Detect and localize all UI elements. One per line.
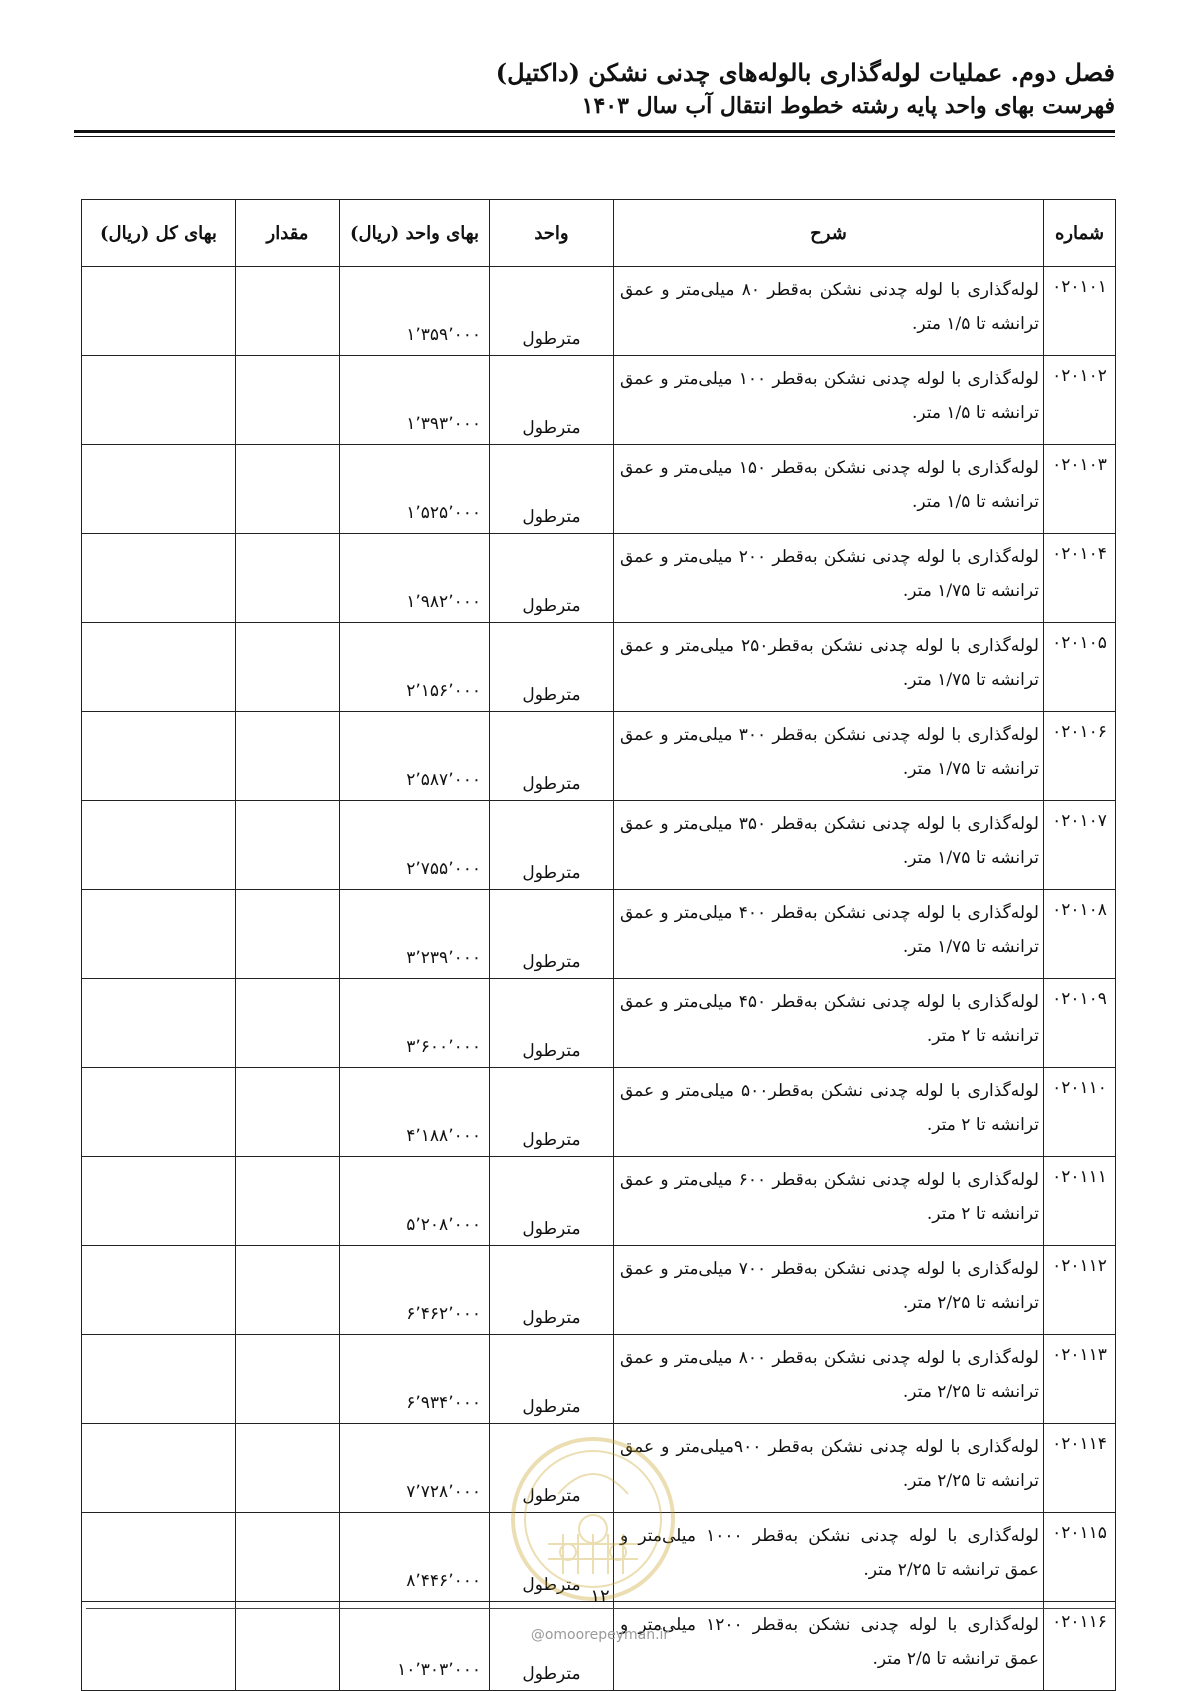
- table-row: [82, 979, 1116, 1068]
- item-unit: مترطول: [490, 1246, 614, 1335]
- item-total: [82, 1246, 236, 1335]
- item-description: لوله‌گذاری با لوله چدنی نشکن به‌قطر ۱۰۰۰ میلی‌متر و عمق ترانشه تا ۲/۲۵ متر.: [614, 1513, 1044, 1602]
- footer-rule: [86, 1608, 1115, 1609]
- header-rule-thin: [74, 136, 1115, 137]
- item-unit-price: ۲٬۷۵۵٬۰۰۰: [340, 801, 490, 890]
- item-description: لوله‌گذاری با لوله چدنی نشکن به‌قطر ۴۰۰ میلی‌متر و عمق ترانشه تا ۱/۷۵ متر.: [614, 890, 1044, 979]
- item-unit-price: ۱٬۹۸۲٬۰۰۰: [340, 534, 490, 623]
- item-description: لوله‌گذاری با لوله چدنی نشکن به‌قطر ۶۰۰ میلی‌متر و عمق ترانشه تا ۲ متر.: [614, 1157, 1044, 1246]
- item-description: لوله‌گذاری با لوله چدنی نشکن به‌قطر ۳۰۰ میلی‌متر و عمق ترانشه تا ۱/۷۵ متر.: [614, 712, 1044, 801]
- item-unit: مترطول: [490, 534, 614, 623]
- item-total: [82, 1602, 236, 1691]
- item-quantity: [236, 890, 340, 979]
- item-unit-price: ۲٬۵۸۷٬۰۰۰: [340, 712, 490, 801]
- item-description: لوله‌گذاری با لوله چدنی نشکن به‌قطر ۳۵۰ میلی‌متر و عمق ترانشه تا ۱/۷۵ متر.: [614, 801, 1044, 890]
- item-code: ۰۲۰۱۱۵: [1044, 1513, 1116, 1602]
- header-code: شماره: [1044, 200, 1116, 267]
- item-quantity: [236, 712, 340, 801]
- item-quantity: [236, 445, 340, 534]
- item-unit-price: ۳٬۶۰۰٬۰۰۰: [340, 979, 490, 1068]
- table-row: [82, 1246, 1116, 1335]
- table-row: [82, 534, 1116, 623]
- header-quantity: مقدار: [236, 200, 340, 267]
- item-code: ۰۲۰۱۱۱: [1044, 1157, 1116, 1246]
- item-unit-price: ۱۰٬۳۰۳٬۰۰۰: [340, 1602, 490, 1691]
- item-code: ۰۲۰۱۰۴: [1044, 534, 1116, 623]
- item-code: ۰۲۰۱۰۱: [1044, 267, 1116, 356]
- item-quantity: [236, 801, 340, 890]
- item-unit: مترطول: [490, 890, 614, 979]
- item-unit: مترطول: [490, 267, 614, 356]
- item-description: لوله‌گذاری با لوله چدنی نشکن به‌قطر۵۰۰ میلی‌متر و عمق ترانشه تا ۲ متر.: [614, 1068, 1044, 1157]
- item-code: ۰۲۰۱۰۹: [1044, 979, 1116, 1068]
- item-unit: مترطول: [490, 1157, 614, 1246]
- item-total: [82, 712, 236, 801]
- item-total: [82, 1157, 236, 1246]
- item-unit: مترطول: [490, 1335, 614, 1424]
- item-unit-price: ۶٬۹۳۴٬۰۰۰: [340, 1335, 490, 1424]
- table-row: [82, 890, 1116, 979]
- item-unit: مترطول: [490, 445, 614, 534]
- item-unit: مترطول: [490, 356, 614, 445]
- header-unit: واحد: [490, 200, 614, 267]
- item-code: ۰۲۰۱۱۲: [1044, 1246, 1116, 1335]
- item-unit-price: ۸٬۴۴۶٬۰۰۰: [340, 1513, 490, 1602]
- item-description: لوله‌گذاری با لوله چدنی نشکن به‌قطر ۱۵۰ میلی‌متر و عمق ترانشه تا ۱/۵ متر.: [614, 445, 1044, 534]
- table-header-row: [82, 200, 1116, 267]
- item-quantity: [236, 1157, 340, 1246]
- item-quantity: [236, 534, 340, 623]
- item-total: [82, 1513, 236, 1602]
- header-description: شرح: [614, 200, 1044, 267]
- item-description: لوله‌گذاری با لوله چدنی نشکن به‌قطر ۴۵۰ میلی‌متر و عمق ترانشه تا ۲ متر.: [614, 979, 1044, 1068]
- item-unit: مترطول: [490, 623, 614, 712]
- header-unit-price: بهای واحد (ریال): [340, 200, 490, 267]
- item-unit: مترطول: [490, 1424, 614, 1513]
- item-description: لوله‌گذاری با لوله چدنی نشکن به‌قطر ۸۰۰ میلی‌متر و عمق ترانشه تا ۲/۲۵ متر.: [614, 1335, 1044, 1424]
- table-row: [82, 445, 1116, 534]
- item-code: ۰۲۰۱۰۲: [1044, 356, 1116, 445]
- item-total: [82, 356, 236, 445]
- item-code: ۰۲۰۱۱۴: [1044, 1424, 1116, 1513]
- table-row: [82, 623, 1116, 712]
- item-unit: مترطول: [490, 1602, 614, 1691]
- table-row: [82, 1157, 1116, 1246]
- table-row: [82, 1602, 1116, 1691]
- item-description: لوله‌گذاری با لوله چدنی نشکن به‌قطر ۱۰۰ میلی‌متر و عمق ترانشه تا ۱/۵ متر.: [614, 356, 1044, 445]
- item-unit-price: ۲٬۱۵۶٬۰۰۰: [340, 623, 490, 712]
- item-description: لوله‌گذاری با لوله چدنی نشکن به‌قطر۲۵۰ میلی‌متر و عمق ترانشه تا ۱/۷۵ متر.: [614, 623, 1044, 712]
- item-unit: مترطول: [490, 712, 614, 801]
- document-title: فهرست بهای واحد پایه رشته خطوط انتقال آب سال ۱۴۰۳: [581, 93, 1115, 119]
- item-quantity: [236, 1246, 340, 1335]
- item-description: لوله‌گذاری با لوله چدنی نشکن به‌قطر ۱۲۰۰ میلی‌متر و عمق ترانشه تا ۲/۵ متر.: [614, 1602, 1044, 1691]
- item-code: ۰۲۰۱۱۶: [1044, 1602, 1116, 1691]
- item-total: [82, 534, 236, 623]
- item-quantity: [236, 1424, 340, 1513]
- item-unit-price: ۵٬۲۰۸٬۰۰۰: [340, 1157, 490, 1246]
- item-code: ۰۲۰۱۰۵: [1044, 623, 1116, 712]
- item-quantity: [236, 1335, 340, 1424]
- item-total: [82, 979, 236, 1068]
- item-total: [82, 801, 236, 890]
- item-code: ۰۲۰۱۰۸: [1044, 890, 1116, 979]
- item-total: [82, 890, 236, 979]
- item-quantity: [236, 356, 340, 445]
- page-header: [74, 56, 1115, 122]
- table-row: [82, 801, 1116, 890]
- item-description: لوله‌گذاری با لوله چدنی نشکن به‌قطر ۷۰۰ میلی‌متر و عمق ترانشه تا ۲/۲۵ متر.: [614, 1246, 1044, 1335]
- item-quantity: [236, 1513, 340, 1602]
- table-row: [82, 267, 1116, 356]
- table-row: [82, 1335, 1116, 1424]
- table-row: [82, 1068, 1116, 1157]
- item-unit-price: ۱٬۳۹۳٬۰۰۰: [340, 356, 490, 445]
- item-quantity: [236, 623, 340, 712]
- item-description: لوله‌گذاری با لوله چدنی نشکن به‌قطر ۸۰ میلی‌متر و عمق ترانشه تا ۱/۵ متر.: [614, 267, 1044, 356]
- item-quantity: [236, 1068, 340, 1157]
- item-total: [82, 445, 236, 534]
- item-unit: مترطول: [490, 801, 614, 890]
- item-unit-price: ۱٬۵۲۵٬۰۰۰: [340, 445, 490, 534]
- item-code: ۰۲۰۱۰۳: [1044, 445, 1116, 534]
- item-total: [82, 267, 236, 356]
- page-number: ۱۲: [590, 1586, 610, 1607]
- table-row: [82, 712, 1116, 801]
- item-unit: مترطول: [490, 979, 614, 1068]
- chapter-title: فصل دوم. عملیات لوله‌گذاری بالوله‌های چدنی نشکن (داکتیل): [495, 58, 1115, 87]
- item-total: [82, 1068, 236, 1157]
- website-watermark: @omoorepeyman.ir: [530, 1627, 670, 1643]
- item-unit-price: ۳٬۲۳۹٬۰۰۰: [340, 890, 490, 979]
- item-total: [82, 623, 236, 712]
- item-unit: مترطول: [490, 1068, 614, 1157]
- item-total: [82, 1335, 236, 1424]
- item-unit-price: ۱٬۳۵۹٬۰۰۰: [340, 267, 490, 356]
- item-code: ۰۲۰۱۰۶: [1044, 712, 1116, 801]
- item-code: ۰۲۰۱۱۰: [1044, 1068, 1116, 1157]
- item-unit: مترطول: [490, 1513, 614, 1602]
- item-unit-price: ۷٬۷۲۸٬۰۰۰: [340, 1424, 490, 1513]
- table-row: [82, 356, 1116, 445]
- item-unit-price: ۴٬۱۸۸٬۰۰۰: [340, 1068, 490, 1157]
- item-total: [82, 1424, 236, 1513]
- item-unit-price: ۶٬۴۶۲٬۰۰۰: [340, 1246, 490, 1335]
- header-rule-thick: [74, 130, 1115, 133]
- item-quantity: [236, 979, 340, 1068]
- item-quantity: [236, 267, 340, 356]
- watermark-seal-icon: [508, 1434, 678, 1604]
- item-description: لوله‌گذاری با لوله چدنی نشکن به‌قطر ۹۰۰میلی‌متر و عمق ترانشه تا ۲/۲۵ متر.: [614, 1424, 1044, 1513]
- item-code: ۰۲۰۱۰۷: [1044, 801, 1116, 890]
- item-description: لوله‌گذاری با لوله چدنی نشکن به‌قطر ۲۰۰ میلی‌متر و عمق ترانشه تا ۱/۷۵ متر.: [614, 534, 1044, 623]
- item-quantity: [236, 1602, 340, 1691]
- item-code: ۰۲۰۱۱۳: [1044, 1335, 1116, 1424]
- header-total: بهای کل (ریال): [82, 200, 236, 267]
